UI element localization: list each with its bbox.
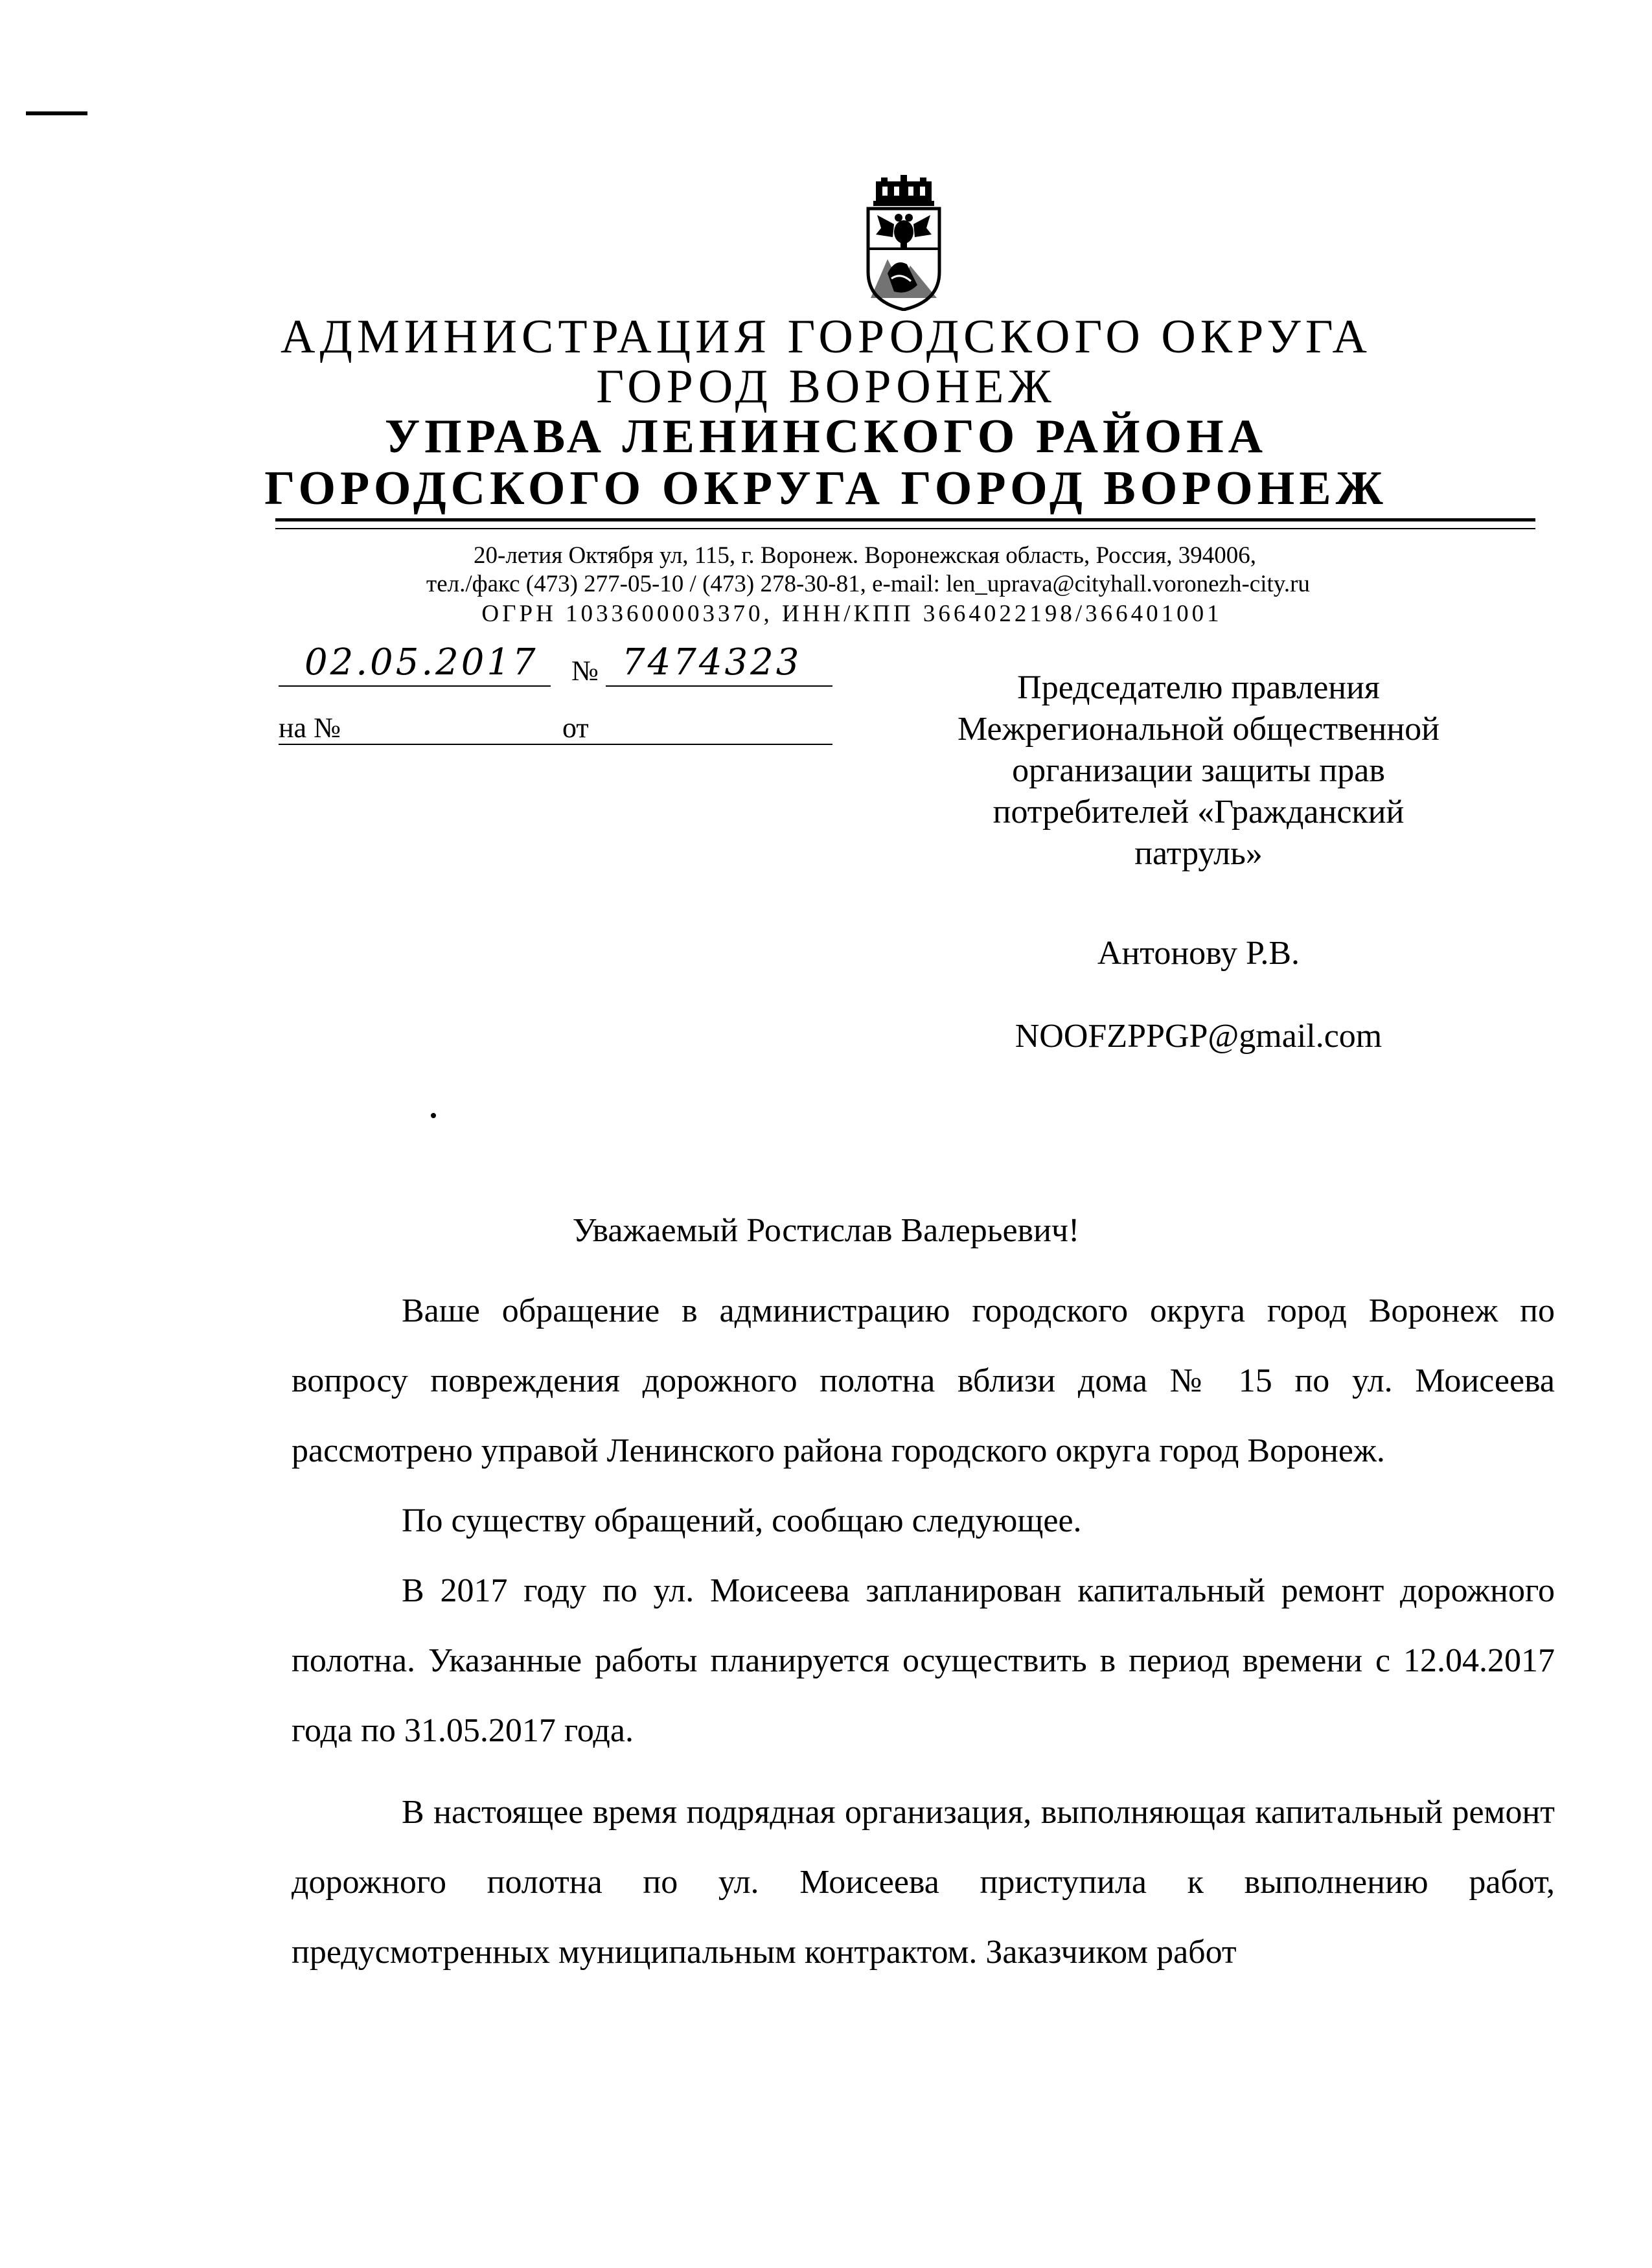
- addressee-line: Председателю правления: [1017, 669, 1380, 706]
- reference-from-label: от: [562, 712, 589, 744]
- scan-mark: [26, 111, 87, 115]
- number-field-line: [606, 685, 832, 687]
- header-rule-thin: [275, 528, 1535, 529]
- header-line-administration: АДМИНИСТРАЦИЯ ГОРОДСКОГО ОКРУГА: [281, 310, 1371, 363]
- addressee-email: NOOFZPPGP@gmail.com: [1015, 1018, 1382, 1055]
- contact-phone-email: тел./факс (473) 277-05-10 / (473) 278-30-81, e-mail: len_uprava@cityhall.voronezh-city.ru: [426, 571, 1310, 597]
- header-line-uprava: УПРАВА ЛЕНИНСКОГО РАЙОНА: [384, 410, 1268, 463]
- letter-paragraph: По существу обращений, сообщаю следующее.: [402, 1502, 1082, 1539]
- reference-number-label: на №: [279, 712, 341, 744]
- letter-body: [292, 1276, 1555, 1987]
- header-line-city: ГОРОД ВОРОНЕЖ: [596, 360, 1056, 413]
- contact-ogrn-inn: ОГРН 1033600003370, ИНН/КПП 3664022198/366401001: [481, 601, 1222, 627]
- header-rule-thick: [275, 518, 1535, 521]
- reference-field-line: [279, 744, 832, 745]
- header-line-district: ГОРОДСКОГО ОКРУГА ГОРОД ВОРОНЕЖ: [264, 462, 1388, 515]
- addressee-block: [920, 667, 1477, 875]
- letter-paragraph: В 2017 году по ул. Моисеева запланирован капитальный ремонт дорожного полотна. Указанные работы планируется осуществить в период времени с 12.04.2017 года по 31.05.2017 года.: [292, 1572, 1555, 1749]
- addressee-line: Межрегиональной общественной: [958, 711, 1440, 748]
- addressee-line: потребителей «Гражданский: [992, 794, 1405, 830]
- scan-mark: [431, 1113, 436, 1118]
- addressee-line: организации защиты прав: [1012, 752, 1385, 789]
- outgoing-number: 7474323: [622, 641, 802, 683]
- date-field-line: [279, 685, 551, 687]
- letter-paragraph: Ваше обращение в администрацию городского округа город Воронеж по вопросу повреждения дорожного полотна вблизи дома № 15 по ул. Моисеева рассмотрено управой Ленинского района городского округа город Воронеж.: [292, 1292, 1555, 1469]
- number-label: №: [571, 655, 599, 687]
- outgoing-date: 02.05.2017: [304, 641, 538, 683]
- city-coat-of-arms-emblem: [862, 175, 946, 311]
- addressee-name: Антонову Р.В.: [1097, 935, 1300, 972]
- addressee-line: патруль»: [1134, 835, 1263, 872]
- contact-address: 20-летия Октября ул, 115, г. Воронеж. Воронежская область, Россия, 394006,: [474, 542, 1256, 569]
- letter-paragraph: В настоящее время подрядная организация, выполняющая капитальный ремонт дорожного полотна по ул. Моисеева приступила к выполнению работ, предусмотренных муниципальным контрактом. Заказчиком работ: [292, 1794, 1555, 1971]
- letter-salutation: Уважаемый Ростислав Валерьевич!: [572, 1212, 1080, 1249]
